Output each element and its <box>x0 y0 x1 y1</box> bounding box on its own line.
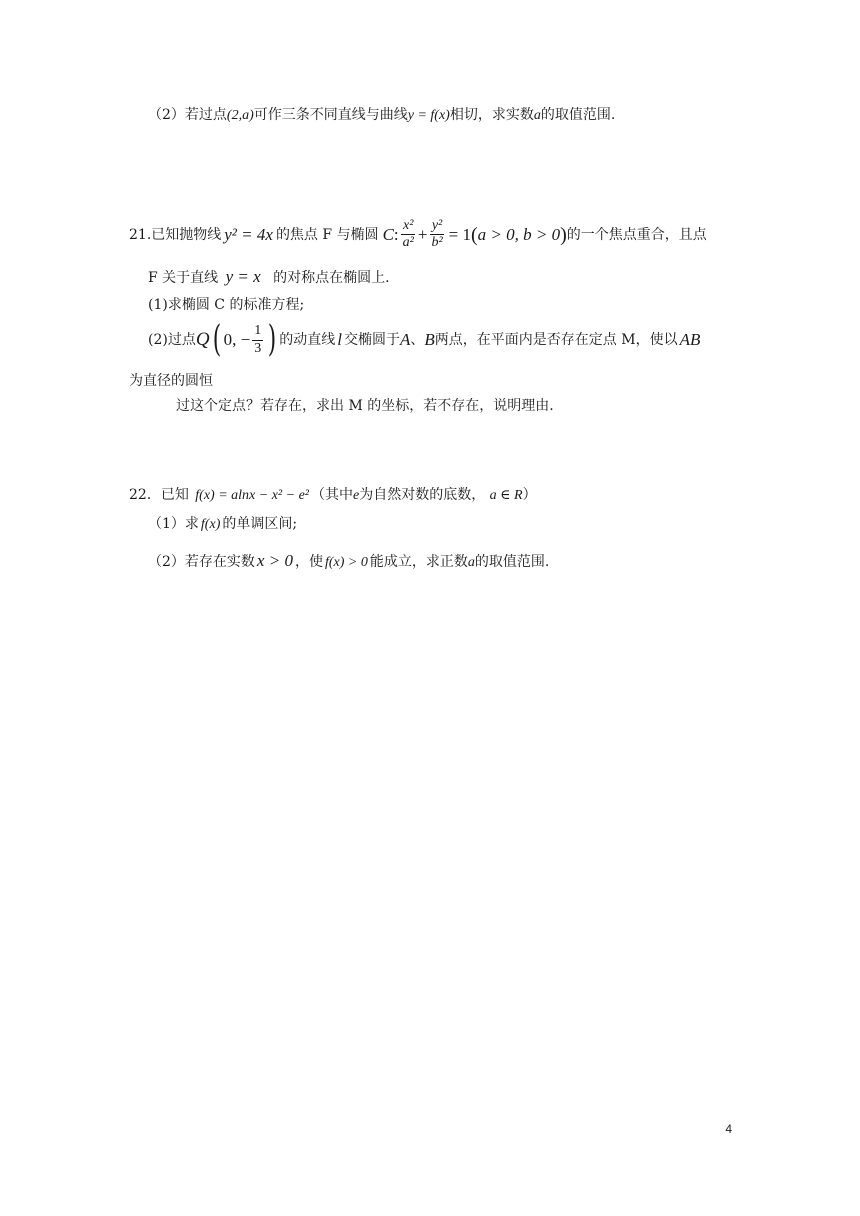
q22-line1 <box>129 486 537 505</box>
math-c: C <box>382 224 394 244</box>
text: 两点，在平面内是否存在定点 M，使以 <box>434 331 678 348</box>
text: 已知抛物线 <box>151 226 222 243</box>
q21-part1: (1)求椭圆 C 的标准方程; <box>148 297 305 313</box>
fraction-one-third <box>252 323 263 356</box>
text: 能成立，求正数 <box>369 554 468 570</box>
math-ab: AB <box>679 329 701 349</box>
denominator: b² <box>431 235 443 251</box>
question-number: 22．已知 <box>129 487 189 503</box>
math-plus: + <box>417 224 428 244</box>
denominator: 3 <box>254 340 262 356</box>
math-parabola: y² = 4x <box>224 224 273 244</box>
page-number: 4 <box>725 1122 732 1136</box>
text: （2）若过点 <box>148 107 227 123</box>
fraction-y-over-b <box>429 218 444 251</box>
q21-line1 <box>129 218 707 251</box>
fraction-x-over-a <box>401 218 416 251</box>
text: ，使 <box>294 554 323 570</box>
math-zero: 0, − <box>223 329 251 349</box>
text: （其中 <box>310 487 353 503</box>
math-condition: a > 0, b > 0 <box>477 224 561 244</box>
paren-close: ) <box>560 223 567 246</box>
math-colon: : <box>393 224 399 244</box>
q22-part2 <box>148 550 549 572</box>
text: ） <box>522 487 537 503</box>
math-f: f(x) <box>200 517 221 532</box>
math-f-cond: f(x) > 0 <box>324 555 368 570</box>
q21-line2 <box>148 266 390 288</box>
text: （1）求 <box>148 516 199 532</box>
numerator: x² <box>401 218 415 235</box>
big-paren-open: ( <box>212 319 221 360</box>
text: 可作三条不同直线与曲线 <box>253 107 408 123</box>
text: 交椭圆于 <box>344 331 400 348</box>
math-a-point: A <box>400 329 411 349</box>
math-curve: y = f(x) <box>407 108 450 123</box>
math-equals-one: = 1 <box>448 224 471 244</box>
math-x-cond: x > 0 <box>256 551 293 570</box>
denominator: a² <box>402 235 414 251</box>
text: 的取值范围. <box>474 554 550 570</box>
question-number: 21. <box>129 226 152 243</box>
math-b-point: B <box>424 329 435 349</box>
big-paren-close: ) <box>268 319 277 360</box>
text: (2)过点 <box>148 331 196 348</box>
text: 的对称点在椭圆上. <box>273 270 390 286</box>
math-q: Q <box>195 328 210 350</box>
q20-part2 <box>148 106 615 125</box>
q21-part2-cont2: 过这个定点？若存在，求出 M 的坐标，若不存在，说明理由. <box>176 398 554 414</box>
q21-part2 <box>148 319 701 360</box>
q21-part2-cont: 为直径的圆恒 <box>129 373 213 389</box>
text: 的取值范围. <box>540 107 616 123</box>
text: 的焦点 F 与椭圆 <box>275 226 379 243</box>
numerator: y² <box>430 218 444 235</box>
text: 的单调区间; <box>222 516 298 532</box>
math-condition: a ∈ R <box>489 488 523 503</box>
text: 的一个焦点重合，且点 <box>566 226 707 243</box>
math-function: f(x) = alnx − x² − e² <box>195 488 309 503</box>
text: 的动直线 <box>279 331 336 348</box>
text: （2）若存在实数 <box>148 554 255 570</box>
text: F 关于直线 <box>148 270 219 286</box>
q22-part1 <box>148 515 297 534</box>
numerator: 1 <box>252 323 263 340</box>
math-var: a <box>533 108 541 123</box>
math-point: (2,a) <box>226 108 254 123</box>
math-a: a <box>467 555 475 570</box>
math-l: l <box>337 329 342 349</box>
math-line: y = x <box>225 267 261 286</box>
paren-open: ( <box>470 223 478 246</box>
math-e: e <box>352 488 360 503</box>
text: 、 <box>410 331 425 348</box>
text: 为自然对数的底数， <box>359 487 486 503</box>
text: 相切，求实数 <box>449 107 534 123</box>
